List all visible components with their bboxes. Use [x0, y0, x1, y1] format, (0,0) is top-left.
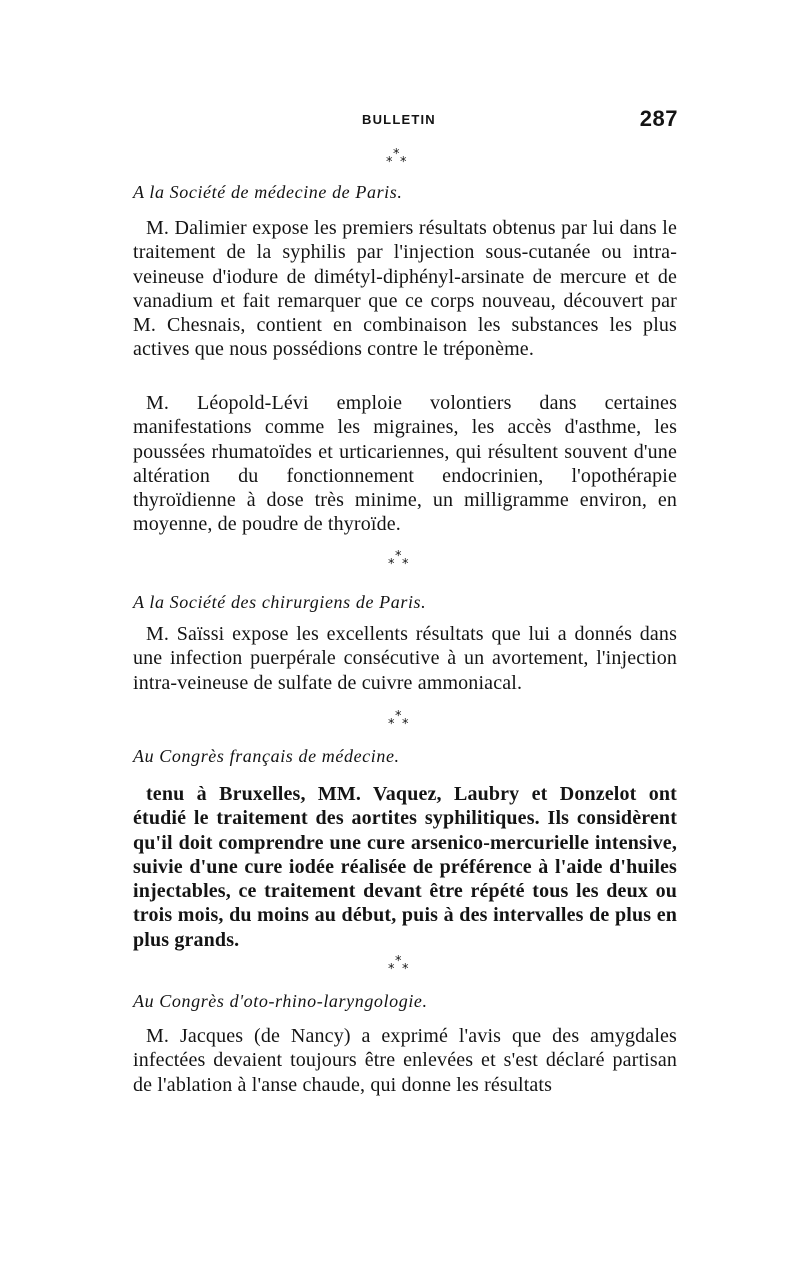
section-heading: A la Société de médecine de Paris. [133, 182, 403, 202]
star-glyph: * [388, 717, 395, 732]
star-glyph: * [402, 557, 409, 572]
paragraph [133, 782, 677, 952]
section-heading: Au Congrès d'oto-rhino-laryngologie. [133, 991, 428, 1011]
paragraph-text: M. Dalimier expose les premiers résultats obtenus par lui dans le traitement de la syphilis par l'injection sous-cutanée ou intra-veineuse d'iodure de dimétyl-diphényl-arsinate de mercure et de vanadium et fait remarquer que ce corps nouveau, découvert par M. Chesnais, contient en combinaison les substances les plus actives que nous possédions contre le tréponème. [133, 217, 677, 361]
paragraph [133, 1024, 677, 1097]
section-heading: A la Société des chirurgiens de Paris. [133, 592, 427, 612]
paragraph [133, 216, 677, 362]
paragraph-text: M. Léopold-Lévi emploie volontiers dans certaines manifestations comme les migraines, les accès d'asthme, les poussées rhumatoïdes et urticariennes, qui résultent souvent d'une altération du fonctionnement endocrinien, l'opothérapie thyroïdienne à dose très minime, un milligramme environ, en moyenne, de poudre de thyroïde. [133, 392, 677, 536]
asterism-separator [133, 710, 677, 738]
paragraph-text: M. Saïssi expose les excellents résultats que lui a donnés dans une infection puerpérale consécutive à un avortement, l'injection intra-veineuse de sulfate de cuivre ammoniacal. [133, 623, 677, 694]
star-glyph: * [388, 962, 395, 977]
section-heading: Au Congrès français de médecine. [133, 746, 400, 766]
paragraph-text: M. Jacques (de Nancy) a exprimé l'avis que des amygdales infectées devaient toujours être enlevées et s'est déclaré partisan de l'ablation à l'anse chaude, qui donne les résultats [133, 1025, 677, 1096]
star-glyph: * [395, 954, 402, 969]
running-title: BULLETIN [362, 112, 436, 127]
star-glyph: * [386, 155, 393, 170]
star-glyph: * [402, 962, 409, 977]
star-glyph: * [395, 549, 402, 564]
star-glyph: * [388, 557, 395, 572]
page-number: 287 [639, 106, 678, 131]
asterism-separator [133, 148, 677, 176]
star-glyph: * [400, 155, 407, 170]
paragraph-text: tenu à Bruxelles, MM. Vaquez, Laubry et Donzelot ont étudié le traitement des aortites syphilitiques. Ils considèrent qu'il doit comprendre une cure arsenico-mercurielle intensive, suivie d'une cure iodée réalisée de préférence à l'aide d'huiles injectables, ce traitement devant être répété tous les deux ou trois mois, du moins au début, puis à des intervalles de plus en plus grands. [133, 783, 677, 951]
running-head [120, 106, 680, 136]
asterism-separator [133, 955, 677, 983]
paragraph [133, 391, 677, 537]
star-glyph: * [402, 717, 409, 732]
star-glyph: * [395, 709, 402, 724]
star-glyph: * [393, 147, 400, 162]
paragraph [133, 622, 677, 695]
asterism-separator [133, 550, 677, 578]
